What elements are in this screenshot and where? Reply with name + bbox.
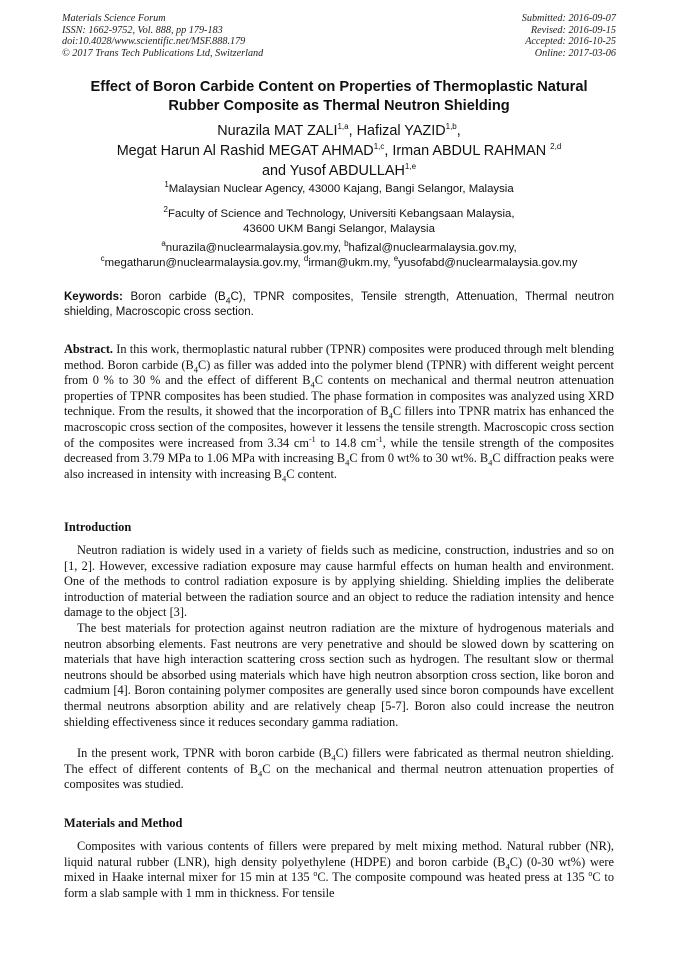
keywords-label: Keywords: — [64, 291, 123, 303]
email-mark: d — [303, 253, 309, 263]
email-address[interactable]: nurazila@nuclearmalaysia.gov.my, — [165, 242, 345, 254]
journal-name: Materials Science Forum — [62, 13, 166, 24]
title-line-2: Rubber Composite as Thermal Neutron Shielding — [168, 97, 510, 114]
subscript: 4 — [331, 752, 336, 763]
email-address[interactable]: hafizal@nuclearmalaysia.gov.my, — [348, 242, 517, 254]
abstract-text: C) as filler was added into the polymer blend (TPNR) with different weight percent from 0 % to 30 % and the effect of different B — [64, 357, 614, 388]
email-mark: c — [100, 253, 105, 263]
title-line-1: Effect of Boron Carbide Content on Properties of Thermoplastic Natural — [90, 79, 588, 95]
paragraph-text: C on the mechanical and thermal neutron attenuation properties of composites was studied. — [64, 761, 614, 792]
author-affil-mark: 1,c — [373, 142, 385, 152]
superscript: -1 — [308, 434, 316, 444]
email-address[interactable]: irman@ukm.my, — [308, 256, 394, 269]
author-name: Yusof ABDULLAH — [289, 163, 405, 179]
author-name: Irman ABDUL RAHMAN — [392, 143, 551, 159]
author-separator: , — [384, 143, 393, 159]
paragraph-text: C to form a slab sample with 1 mm in thickness. For tensile — [64, 870, 614, 900]
paragraph-text: C. The composite compound was heated press at 135 — [317, 870, 589, 885]
superscript: -1 — [376, 434, 383, 444]
abstract-text: In this work, thermoplastic natural rubber (TPNR) composites were produced through melt blending method. Boron carbide (B — [64, 342, 614, 372]
subscript: 4 — [505, 861, 510, 872]
superscript: o — [313, 869, 318, 879]
paragraph-text: C) fillers were fabricated as thermal neutron shielding. The effect of different contents of B — [64, 746, 615, 776]
email-mark: e — [393, 253, 399, 263]
subscript: 4 — [488, 457, 493, 468]
author-name: Hafizal YAZID — [356, 123, 446, 139]
keywords — [64, 290, 614, 320]
keywords-text: Boron carbide (B — [122, 291, 226, 303]
email-address[interactable]: megatharun@nuclearmalaysia.gov.my, — [104, 256, 304, 269]
author-name: Nurazila MAT ZALI — [217, 123, 338, 139]
author-conjunction: and — [261, 163, 290, 179]
authors-line-3 — [40, 161, 638, 181]
email-mark: a — [161, 239, 166, 249]
subscript: 4 — [282, 473, 287, 484]
paragraph-text: In the present work, TPNR with boron carbide (B — [77, 746, 332, 760]
author-affil-mark: 2,d — [550, 142, 562, 152]
authors-line-1 — [40, 121, 638, 141]
abstract — [64, 342, 614, 482]
authors-line-2 — [40, 141, 638, 161]
submission-dates — [522, 13, 616, 59]
paragraph-text: C) (0-30 wt%) were mixed in Haake internal mixer for 15 min at 135 — [64, 854, 614, 885]
journal-doi: doi:10.4028/www.scientific.net/MSF.888.179 — [62, 36, 246, 48]
abstract-text: C contents on mechanical and thermal neutron attenuation properties of TPNR composites has been studied. The phase formation in composites was analyzed using XRD technique. From the results, it showed that the incorporation of B — [64, 373, 614, 419]
subscript: 4 — [193, 364, 199, 375]
subscript: 4 — [345, 457, 350, 468]
affil-line — [40, 207, 638, 222]
affiliation-1 — [40, 182, 638, 197]
section-heading-materials-method: Materials and Method — [64, 816, 183, 830]
email-mark: b — [344, 239, 349, 249]
email-address[interactable]: yusofabd@nuclearmalaysia.gov.my — [398, 256, 578, 269]
journal-info — [62, 13, 263, 59]
keywords-text: C), TPNR composites, Tensile strength, Attenuation, Thermal neutron shielding, Macroscopic cross section. — [64, 291, 614, 318]
abstract-text: C fillers into TPNR matrix has enhanced the macroscopic cross section of the composites, however it lessens the tensile strength. Macroscopic cross section of the composites were increased from 3.34 cm — [64, 404, 614, 450]
emails-line-2 — [40, 253, 638, 271]
affil-text: Malaysian Nuclear Agency, 43000 Kajang, Bangi Selangor, Malaysia — [168, 183, 514, 195]
author-list — [40, 121, 638, 181]
affil-mark: 2 — [163, 205, 168, 215]
paper-title — [40, 78, 638, 115]
affil-text: Faculty of Science and Technology, Universiti Kebangsaan Malaysia, — [167, 208, 515, 220]
abstract-text: to 14.8 cm — [315, 435, 377, 450]
journal-copyright: © 2017 Trans Tech Publications Ltd, Switzerland — [62, 47, 264, 59]
author-separator: , — [456, 123, 461, 139]
paragraph-text: Composites with various contents of fillers were prepared by melt mixing method. Natural rubber (NR), liquid natural rubber (LNR), high density polyethylene (HDPE) and boron carbide (B — [64, 839, 614, 869]
abstract-text: C from 0 wt% to 30 wt%. B — [349, 451, 489, 466]
author-emails — [40, 241, 638, 270]
date-online: Online: 2017-03-06 — [534, 47, 616, 59]
emails-line-1 — [40, 241, 638, 256]
affil-mark: 1 — [164, 180, 169, 190]
subscript: 4 — [258, 768, 263, 779]
methods-paragraph-1 — [64, 839, 614, 901]
subscript: 4 — [310, 379, 315, 390]
author-affil-mark: 1,b — [445, 122, 457, 132]
journal-issn: ISSN: 1662-9752, Vol. 888, pp 179-183 — [62, 24, 223, 36]
intro-paragraph-1: Neutron radiation is widely used in a variety of fields such as medicine, construction, industries and so on [1, 2]. However, excessive radiation exposure may cause harmful effects on human health and environment. One of the methods to control radiation exposure is by applying shielding. Shielding implies the deliberate introduction of material between the radiation source and an object to reduce the radiation intensity and hence damage to the object [3]. — [64, 543, 614, 620]
superscript: o — [588, 869, 593, 879]
author-separator: , — [348, 123, 357, 139]
date-submitted: Submitted: 2016-09-07 — [521, 13, 616, 24]
abstract-text: , while the tensile strength of the composites decreased from 3.79 MPa to 1.06 MPa with increasing B — [64, 435, 614, 466]
affil-text: 43600 UKM Bangi Selangor, Malaysia — [243, 222, 435, 235]
section-heading-introduction: Introduction — [64, 520, 132, 534]
abstract-text: C diffraction peaks were also increased in intensity with increasing B — [64, 451, 614, 481]
abstract-text: C content. — [286, 466, 338, 481]
affiliation-2 — [40, 207, 638, 236]
date-accepted: Accepted: 2016-10-25 — [525, 36, 616, 48]
abstract-label: Abstract. — [64, 342, 114, 356]
author-affil-mark: 1,e — [404, 162, 417, 172]
author-name: Megat Harun Al Rashid MEGAT AHMAD — [116, 143, 374, 159]
subscript: 4 — [225, 295, 231, 306]
intro-paragraph-2: The best materials for protection against neutron radiation are the mixture of hydrogenous materials and neutron absorbing elements. Fast neutrons are very penetrative and should be slowed down by scattering on materials that have high interaction scattering cross section such as hydrogen. The resultant slow or thermal neutrons should be absorbed using materials which have high neutron absorption cross section, like boron and cadmium [4]. Boron containing polymer composites are generally used since boron compounds have excellent thermal neutrons absorption ability and are relatively cheap [5-7]. Boron also could increase the neutron shielding effectiveness since it reduces secondary gamma radiation. — [64, 621, 614, 729]
intro-paragraph-3 — [64, 746, 614, 793]
author-affil-mark: 1,a — [337, 122, 349, 132]
subscript: 4 — [388, 410, 393, 421]
date-revised: Revised: 2016-09-15 — [530, 24, 616, 36]
